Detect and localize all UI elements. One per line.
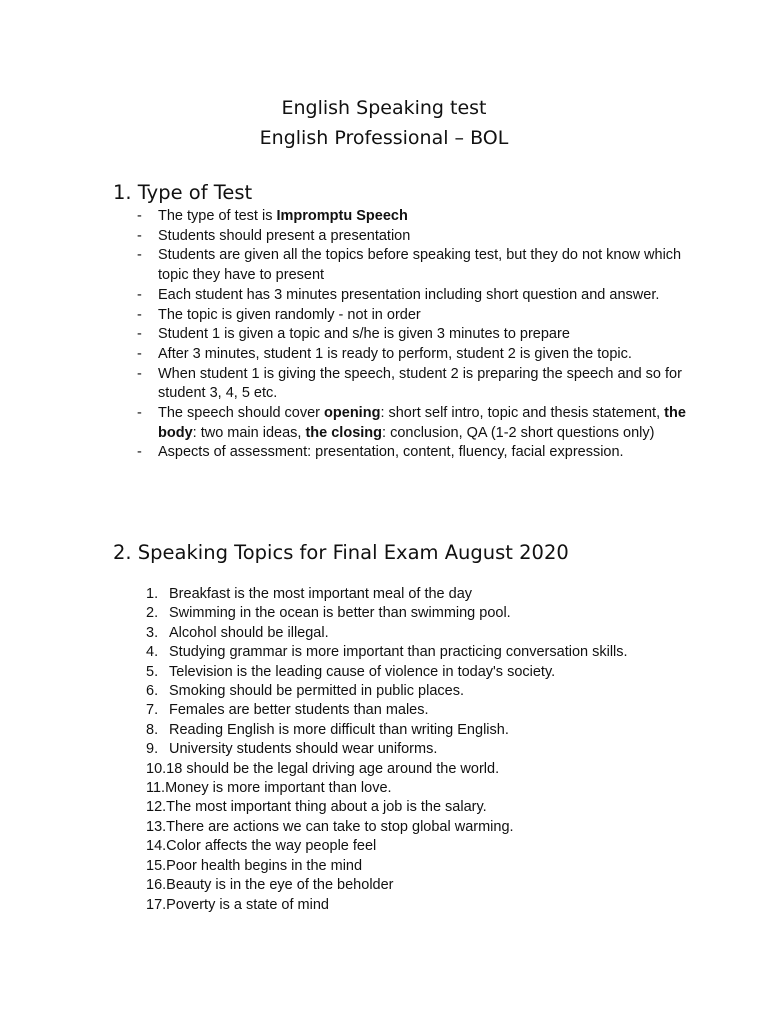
- topic-item: [146, 798, 706, 817]
- topic-number: 12.: [146, 799, 167, 816]
- topic-text: Beauty is in the eye of the beholder: [166, 877, 394, 894]
- section-heading-speaking-topics: 2. Speaking Topics for Final Exam August 2020: [113, 541, 569, 564]
- topic-number: 15.: [146, 857, 167, 874]
- topic-number: 3.: [146, 624, 159, 641]
- topic-text: Smoking should be permitted in public places.: [169, 683, 464, 700]
- topic-text: Breakfast is the most important meal of the day: [169, 586, 473, 602]
- bullet-dash: -: [137, 326, 142, 343]
- topic-text: Studying grammar is more important than practicing conversation skills.: [169, 644, 628, 661]
- list-item-text: Student 1 is given a topic and s/he is given 3 minutes to prepare: [158, 326, 570, 343]
- document-subtitle: English Professional – BOL: [259, 127, 509, 149]
- topic-number: 11.: [146, 780, 166, 797]
- topic-item: [146, 701, 706, 720]
- list-item-bold-text: opening: [324, 405, 381, 422]
- topic-item: [146, 585, 706, 604]
- topic-item: [146, 604, 706, 623]
- list-item-bold-text: the body: [158, 405, 686, 441]
- speaking-topics-list: [146, 585, 706, 915]
- topic-number: 1.: [146, 586, 159, 602]
- list-item-text: Aspects of assessment: presentation, content, fluency, facial expression.: [158, 444, 624, 461]
- topic-number: 17.: [146, 896, 167, 913]
- topic-text: Poverty is a state of mind: [166, 896, 329, 913]
- topic-number: 8.: [146, 721, 159, 738]
- bullet-dash: -: [137, 286, 142, 303]
- bullet-dash: -: [137, 405, 142, 422]
- topic-item: [146, 896, 706, 915]
- list-item: [137, 227, 697, 247]
- topic-text: Females are better students than males.: [169, 702, 429, 719]
- topic-item: [146, 682, 706, 701]
- topic-number: 4.: [146, 644, 159, 661]
- list-item-bold-text: Impromptu Speech: [276, 208, 408, 224]
- topic-text: Television is the leading cause of violence in today's society.: [169, 663, 556, 680]
- list-item: [137, 365, 697, 404]
- list-item: [137, 345, 697, 365]
- list-item: [137, 443, 697, 463]
- topic-item: [146, 876, 706, 895]
- topic-item: [146, 740, 706, 759]
- list-item-text: The type of test is: [158, 208, 277, 224]
- list-item: [137, 207, 697, 227]
- topic-text: Money is more important than love.: [165, 780, 392, 797]
- topic-text: 18 should be the legal driving age around the world.: [166, 760, 500, 777]
- topic-item: [146, 721, 706, 740]
- bullet-dash: -: [137, 345, 142, 362]
- list-item: [137, 404, 697, 443]
- topic-item: [146, 663, 706, 682]
- section-heading-type-of-test: 1. Type of Test: [113, 181, 253, 204]
- topic-text: Alcohol should be illegal.: [169, 624, 329, 641]
- topic-number: 16.: [146, 877, 167, 894]
- list-item-text: : conclusion, QA (1-2 short questions only): [382, 424, 655, 441]
- bullet-dash: -: [137, 365, 142, 382]
- list-item-text: Each student has 3 minutes presentation including short question and answer.: [158, 286, 660, 303]
- bullet-dash: -: [137, 444, 142, 461]
- topic-number: 10.: [146, 760, 167, 777]
- topic-number: 7.: [146, 702, 159, 719]
- topic-number: 2.: [146, 605, 159, 622]
- topic-text: Color affects the way people feel: [166, 838, 377, 855]
- list-item: [137, 286, 697, 306]
- type-of-test-list: [137, 207, 697, 463]
- topic-text: The most important thing about a job is the salary.: [166, 799, 487, 816]
- topic-item: [146, 837, 706, 856]
- topic-item: [146, 624, 706, 643]
- topic-text: University students should wear uniforms.: [169, 741, 438, 758]
- list-item-text: The speech should cover: [158, 405, 325, 422]
- list-item-text: Students should present a presentation: [158, 227, 411, 244]
- list-item-text: When student 1 is giving the speech, student 2 is preparing the speech and so for student 3, 4, 5 etc.: [158, 365, 682, 402]
- list-item-text: : short self intro, topic and thesis statement,: [380, 405, 665, 422]
- topic-number: 13.: [146, 818, 167, 835]
- topic-number: 6.: [146, 683, 159, 700]
- topic-item: [146, 779, 706, 798]
- bullet-dash: -: [137, 306, 142, 323]
- topic-text: There are actions we can take to stop global warming.: [166, 818, 514, 835]
- bullet-dash: -: [137, 208, 142, 224]
- list-item: [137, 325, 697, 345]
- topic-item: [146, 760, 706, 779]
- list-item-text: The topic is given randomly - not in order: [158, 306, 421, 323]
- bullet-dash: -: [137, 227, 142, 244]
- topic-text: Reading English is more difficult than writing English.: [169, 721, 509, 738]
- list-item: [137, 306, 697, 326]
- list-item-text: After 3 minutes, student 1 is ready to perform, student 2 is given the topic.: [158, 345, 632, 362]
- bullet-dash: -: [137, 247, 142, 264]
- topic-item: [146, 643, 706, 662]
- list-item-bold-text: the closing: [305, 424, 383, 441]
- list-item-text: Students are given all the topics before speaking test, but they do not know which topic they have to present: [158, 247, 682, 284]
- topic-number: 5.: [146, 663, 159, 680]
- topic-text: Swimming in the ocean is better than swimming pool.: [169, 605, 511, 622]
- list-item-text: : two main ideas,: [192, 424, 306, 441]
- document-title: English Speaking test: [281, 97, 487, 119]
- list-item: [137, 246, 697, 285]
- topic-item: [146, 857, 706, 876]
- topic-number: 9.: [146, 741, 159, 758]
- topic-number: 14.: [146, 838, 167, 855]
- topic-item: [146, 818, 706, 837]
- topic-text: Poor health begins in the mind: [166, 857, 363, 874]
